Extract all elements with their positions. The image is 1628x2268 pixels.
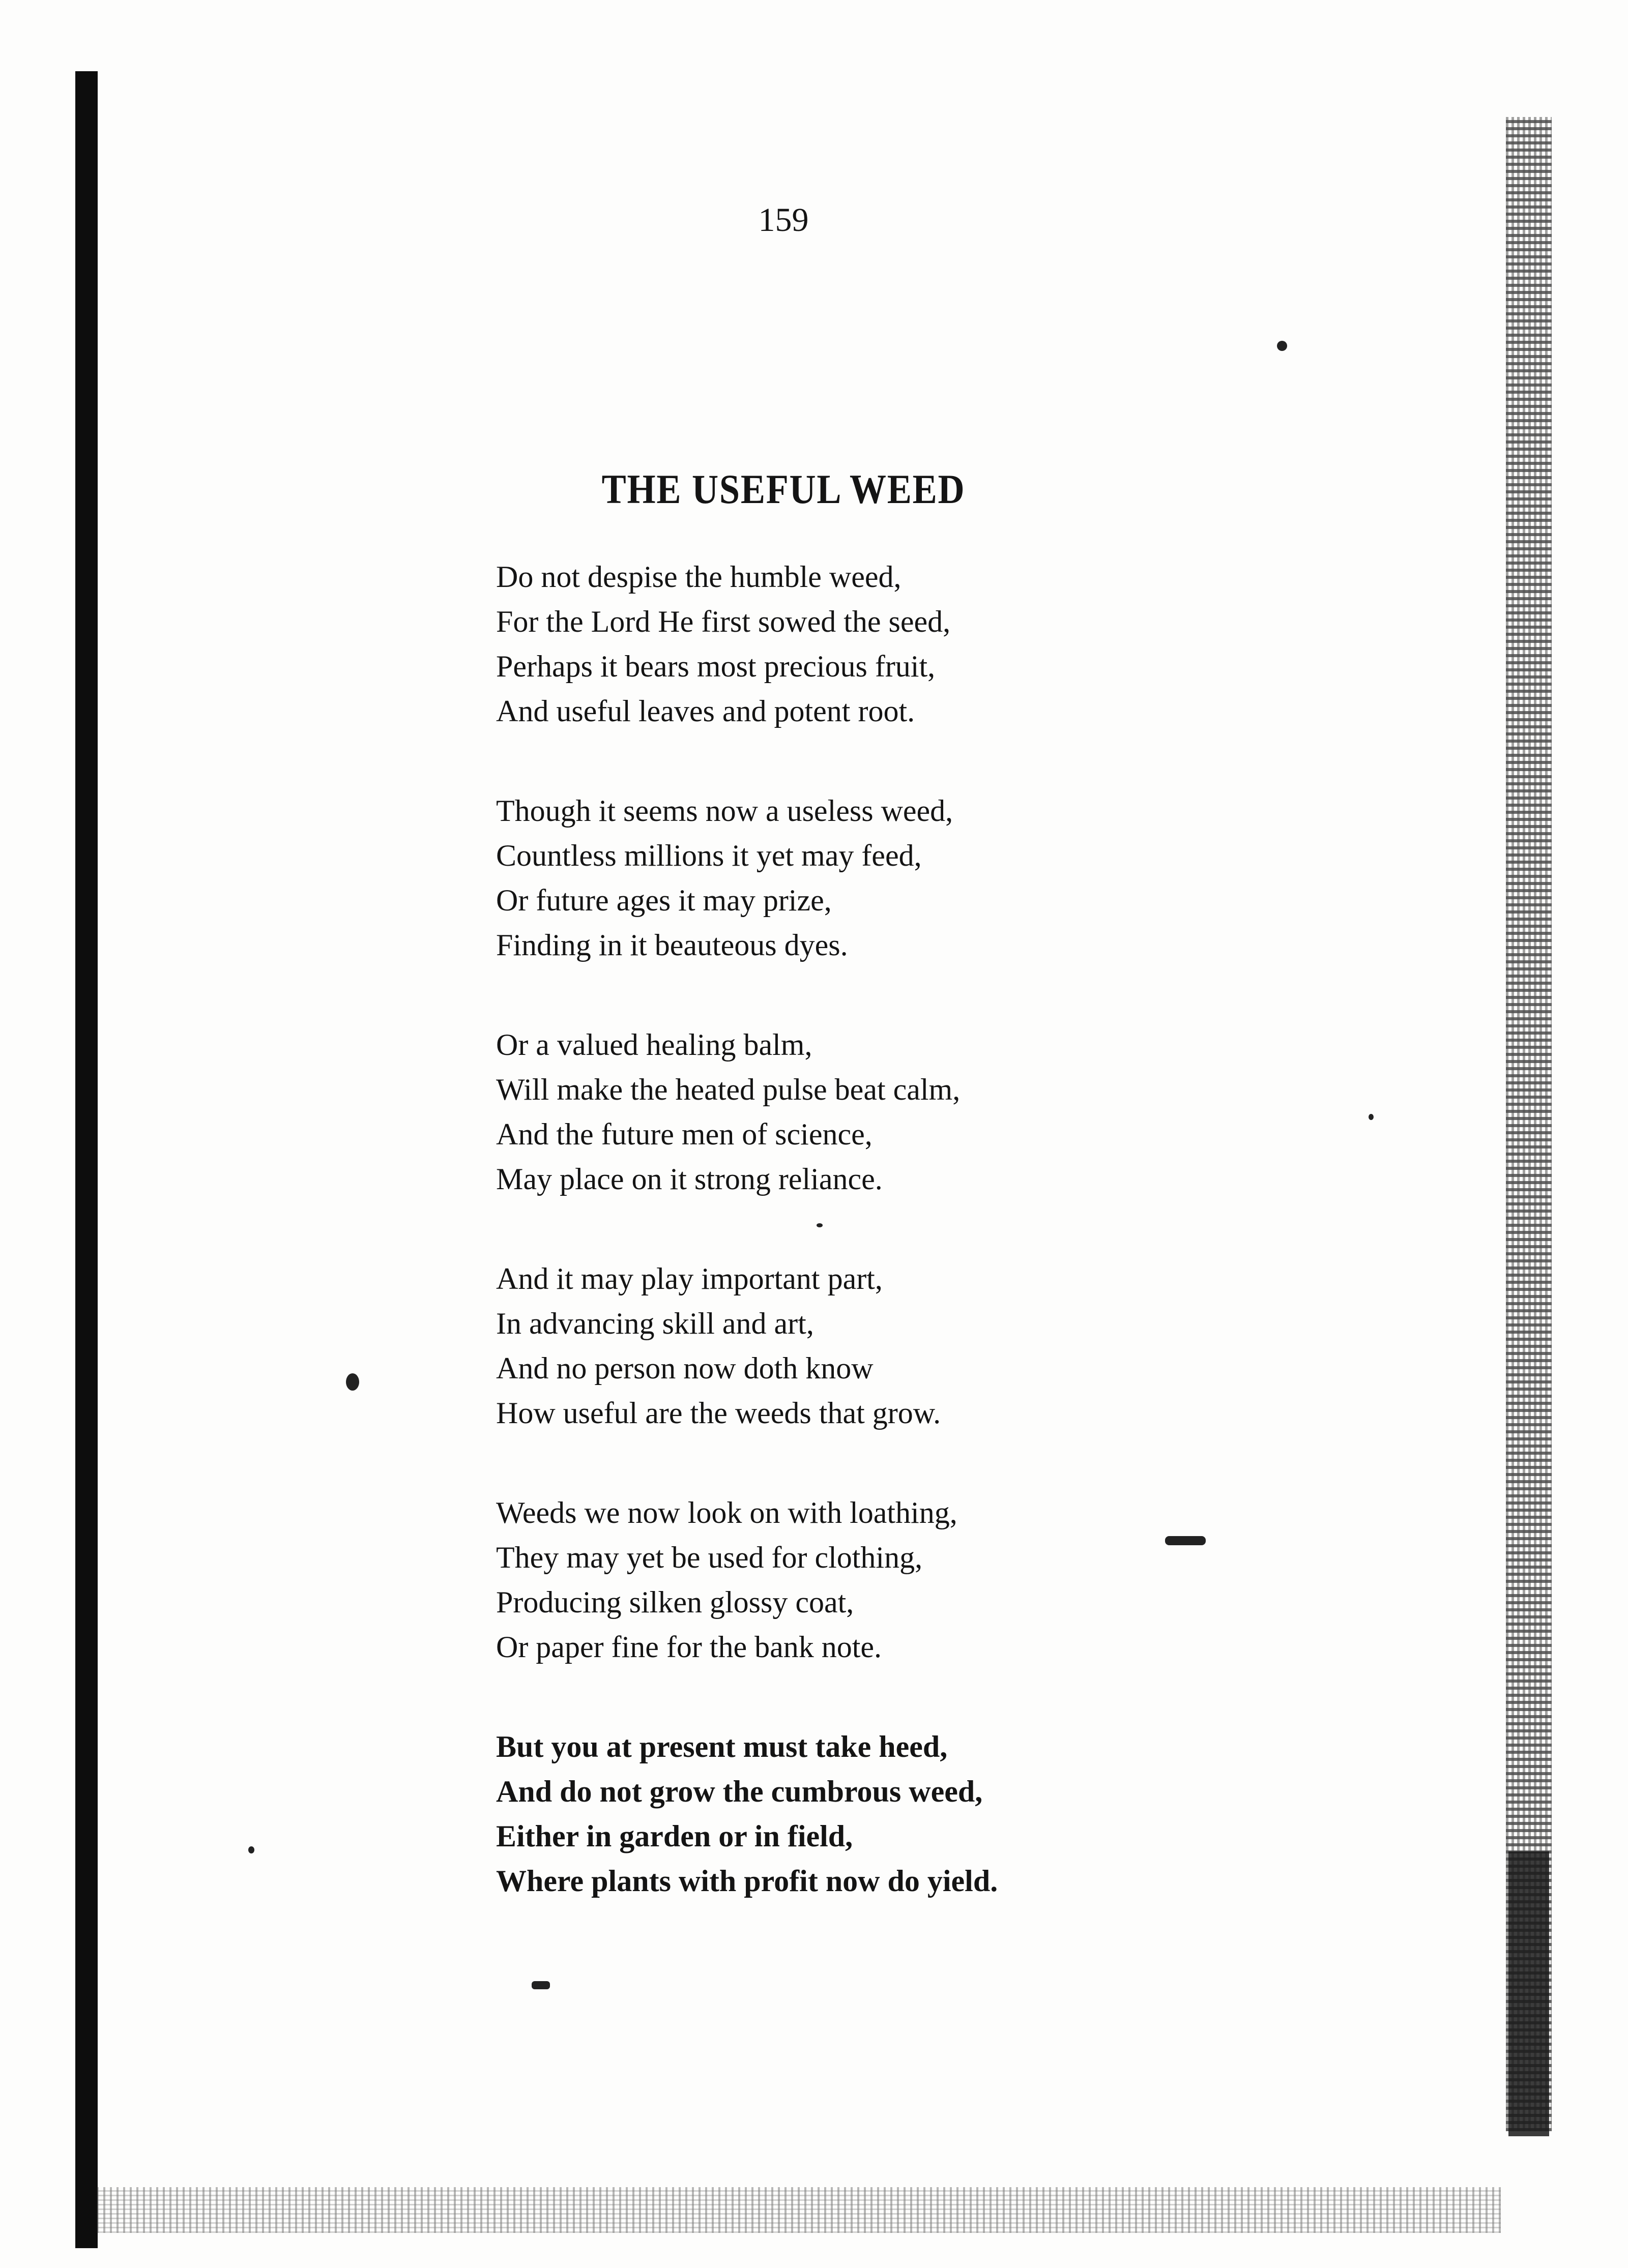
poem-line: But you at present must take heed, xyxy=(496,1730,948,1763)
poem-line: For the Lord He first sowed the seed, xyxy=(496,605,951,638)
poem-line: Either in garden or in field, xyxy=(496,1819,853,1853)
poem-line: Though it seems now a useless weed, xyxy=(496,794,953,828)
scan-speck xyxy=(532,1981,550,1989)
poem-line: Or a valued healing balm, xyxy=(496,1028,812,1062)
poem-line: And do not grow the cumbrous weed, xyxy=(496,1775,983,1808)
right-page-edge-noise xyxy=(1506,117,1552,2131)
page-number: 159 xyxy=(758,201,809,239)
poem-line: Countless millions it yet may feed, xyxy=(496,839,922,872)
poem-body xyxy=(496,554,1361,1958)
poem-line: Or paper fine for the bank note. xyxy=(496,1630,882,1664)
poem-line: Do not despise the humble weed, xyxy=(496,560,902,594)
poem-line: And useful leaves and potent root. xyxy=(496,694,915,728)
stanza-2 xyxy=(496,788,1361,967)
stanza-1 xyxy=(496,554,1361,733)
stanza-6 xyxy=(496,1724,1361,1903)
poem-line: Will make the heated pulse beat calm, xyxy=(496,1073,961,1106)
poem-line: And no person now doth know xyxy=(496,1351,874,1385)
poem-line: May place on it strong reliance. xyxy=(496,1162,883,1196)
poem-title: THE USEFUL WEED xyxy=(601,466,966,512)
scan-speck xyxy=(1277,341,1287,351)
right-page-edge-dark xyxy=(1508,1851,1549,2136)
stanza-5 xyxy=(496,1490,1361,1669)
poem-line: Weeds we now look on with loathing, xyxy=(496,1496,957,1529)
scan-speck xyxy=(1369,1114,1374,1120)
poem-line: And the future men of science, xyxy=(496,1117,873,1151)
stanza-4 xyxy=(496,1256,1361,1435)
poem-line: And it may play important part, xyxy=(496,1262,883,1295)
poem-line: Producing silken glossy coat, xyxy=(496,1585,854,1619)
poem-line: Where plants with profit now do yield. xyxy=(496,1864,998,1898)
bottom-page-edge-noise xyxy=(97,2187,1501,2233)
stanza-3 xyxy=(496,1022,1361,1201)
poem-line: Finding in it beauteous dyes. xyxy=(496,928,848,962)
poem-line: They may yet be used for clothing, xyxy=(496,1541,923,1574)
poem-line: How useful are the weeds that grow. xyxy=(496,1396,941,1430)
scan-speck xyxy=(248,1846,254,1853)
scan-speck xyxy=(346,1373,359,1391)
poem-line: Perhaps it bears most precious fruit, xyxy=(496,650,936,683)
poem-line: In advancing skill and art, xyxy=(496,1307,814,1340)
left-binding-shadow xyxy=(75,71,98,2248)
poem-line: Or future ages it may prize, xyxy=(496,883,832,917)
